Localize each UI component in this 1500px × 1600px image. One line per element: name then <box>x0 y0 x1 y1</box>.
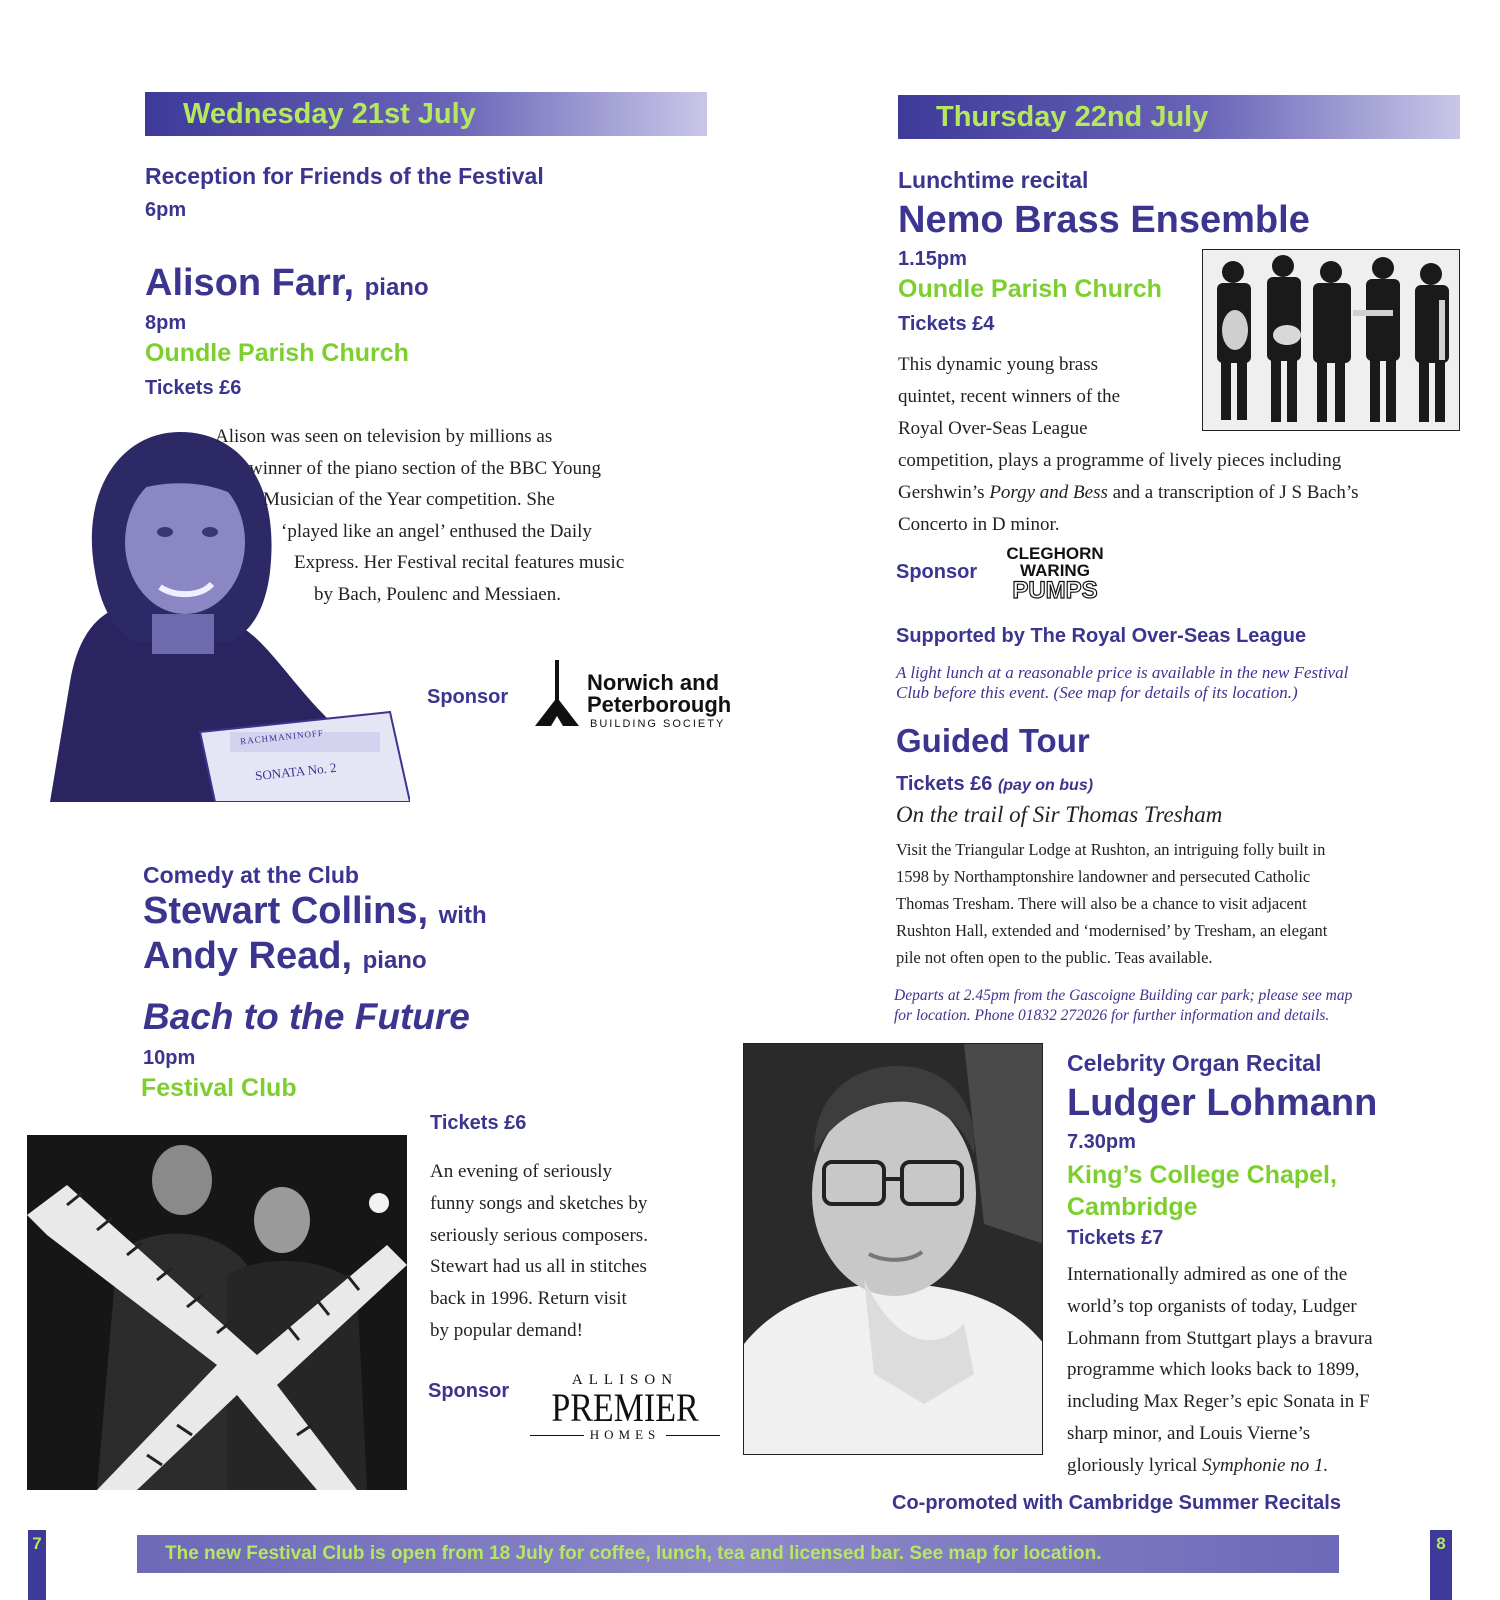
tour-departs <box>894 986 1352 1026</box>
tour-desc-line: Thomas Tresham. There will also be a chance to visit adjacent <box>896 894 1307 913</box>
reception-time: 6pm <box>145 199 187 221</box>
reception-title: Reception for Friends of the Festival <box>145 163 544 189</box>
farr-time: 8pm <box>145 312 187 334</box>
tour-desc-line: Visit the Triangular Lodge at Rushton, an intriguing folly built in <box>896 840 1326 859</box>
lohmann-desc-line: including Max Reger’s epic Sonata in F <box>1067 1391 1370 1413</box>
page-number-right <box>1430 1530 1452 1600</box>
tour-subtitle: On the trail of Sir Thomas Tresham <box>896 802 1223 827</box>
performer-name <box>145 262 429 305</box>
nemo-description-short <box>898 349 1120 445</box>
comedy-description <box>430 1156 648 1347</box>
spire-icon <box>533 660 581 728</box>
lyrical-text: gloriously lyrical <box>1067 1454 1203 1476</box>
tour-tickets: Tickets £6 <box>896 773 993 795</box>
date-banner-thursday <box>898 95 1460 139</box>
comedy-time: 10pm <box>143 1047 196 1069</box>
farr-desc-line: ‘played like an angel’ enthused the Daily <box>281 521 592 542</box>
farr-desc-line: Express. Her Festival recital features music <box>294 552 625 573</box>
lohmann-desc-line <box>1067 1450 1373 1482</box>
nemo-photo <box>1202 249 1460 431</box>
performer-role: piano <box>364 274 429 301</box>
porgy-title: Porgy and Bess <box>989 482 1108 503</box>
departs-line: Departs at 2.45pm from the Gascoigne Building car park; please see map <box>894 987 1353 1004</box>
nemo-description-long <box>898 445 1359 541</box>
comedy-desc-line: seriously serious composers. <box>430 1224 648 1246</box>
tour-tickets-note: (pay on bus) <box>997 777 1094 794</box>
comedy-sponsor-label: Sponsor <box>428 1380 510 1402</box>
logo-line1: Norwich and <box>587 670 720 695</box>
logo-allison: ALLISON <box>571 1372 679 1388</box>
departs-line: for location. Phone 01832 272026 for further information and details. <box>894 1007 1330 1024</box>
gershwin-text: Gershwin’s <box>898 482 990 503</box>
footer-banner-text: The new Festival Club is open from 18 July for coffee, lunch, tea and licensed bar. See map for location. <box>165 1543 1102 1564</box>
stewart-name: Stewart Collins, <box>143 890 429 932</box>
date-banner-wednesday <box>145 92 707 136</box>
lunch-note-line: A light lunch at a reasonable price is available in the new Festival <box>896 663 1349 682</box>
date-label: Thursday 22nd July <box>936 101 1209 133</box>
tour-tickets-line <box>896 773 1093 796</box>
score-line1: RACHMANINOFF <box>239 727 325 747</box>
venue-line2: Cambridge <box>1067 1193 1198 1221</box>
lohmann-time: 7.30pm <box>1067 1131 1136 1153</box>
lohmann-desc-line: sharp minor, and Louis Vierne’s <box>1067 1422 1311 1444</box>
lohmann-venue <box>1067 1159 1337 1223</box>
comedy-venue: Festival Club <box>141 1074 297 1102</box>
logo-rule-right <box>666 1435 720 1436</box>
performer-name-text: Alison Farr, <box>145 262 355 304</box>
nemo-desc-line: This dynamic young brass <box>898 354 1099 375</box>
nemo-name: Nemo Brass Ensemble <box>898 199 1310 241</box>
comedy-desc-line: Stewart had us all in stitches <box>430 1256 647 1278</box>
tour-desc-line: 1598 by Northamptonshire landowner and persecuted Catholic <box>896 867 1311 886</box>
tour-desc-line: pile not often open to the public. Teas available. <box>896 948 1213 967</box>
nemo-supported: Supported by The Royal Over-Seas League <box>896 625 1307 647</box>
nemo-desc-line: competition, plays a programme of lively pieces including <box>898 450 1342 471</box>
nemo-desc-line: Concerto in D minor. <box>898 514 1060 535</box>
venue-line1: King’s College Chapel, <box>1067 1161 1337 1189</box>
comedy-performer-line2 <box>143 935 427 978</box>
logo-premier: PREMIER <box>551 1385 699 1430</box>
show-title: Bach to the Future <box>143 996 470 1037</box>
nemo-time: 1.15pm <box>898 248 967 270</box>
farr-sponsor-label: Sponsor <box>427 686 509 708</box>
lohmann-desc-line: world’s top organists of today, Ludger <box>1067 1295 1357 1317</box>
andy-role: piano <box>362 947 427 974</box>
lohmann-kicker: Celebrity Organ Recital <box>1067 1050 1322 1076</box>
brass-quintet-image <box>1203 250 1460 431</box>
nemo-desc-line: quintet, recent winners of the <box>898 386 1121 407</box>
farr-desc-line: Musician of the Year competition. She <box>263 489 555 510</box>
logo-cleghorn: CLEGHORN <box>1006 544 1104 563</box>
nemo-desc-line: Royal Over-Seas League <box>898 418 1088 439</box>
tour-title: Guided Tour <box>896 722 1090 759</box>
tour-description <box>896 836 1327 971</box>
lohmann-desc-line: Lohmann from Stuttgart plays a bravura <box>1067 1327 1373 1349</box>
lohmann-desc-line: Internationally admired as one of the <box>1067 1264 1348 1285</box>
logo-rule-left <box>530 1435 584 1436</box>
score-line2: SONATA No. 2 <box>254 759 338 784</box>
comedy-performer-line1 <box>143 890 487 933</box>
comedy-desc-line: An evening of seriously <box>430 1161 613 1182</box>
logo-line2: Peterborough <box>587 692 732 717</box>
date-label: Wednesday 21st July <box>183 98 476 130</box>
comedy-photo <box>27 1135 407 1490</box>
organist-portrait-image <box>744 1044 1043 1455</box>
lohmann-name: Ludger Lohmann <box>1067 1082 1378 1124</box>
page-number-8: 8 <box>1436 1534 1446 1553</box>
page-number-7: 7 <box>32 1534 42 1553</box>
comedy-desc-line: by popular demand! <box>430 1319 584 1341</box>
farr-desc-line: winner of the piano section of the BBC Young <box>249 458 602 479</box>
symphonie-title: Symphonie no 1. <box>1202 1454 1329 1476</box>
logo-waring: WARING <box>1020 561 1090 580</box>
cleghorn-waring-pumps-logo <box>995 545 1115 603</box>
farr-tickets: Tickets £6 <box>145 377 242 399</box>
farr-venue: Oundle Parish Church <box>145 339 409 367</box>
nemo-kicker: Lunchtime recital <box>898 167 1089 193</box>
with-text: with <box>438 902 487 929</box>
lohmann-photo <box>743 1043 1043 1455</box>
lohmann-tickets: Tickets £7 <box>1067 1227 1164 1249</box>
lohmann-desc-line: programme which looks back to 1899, <box>1067 1359 1360 1381</box>
comedy-desc-line: funny songs and sketches by <box>430 1192 648 1214</box>
logo-line3: BUILDING SOCIETY <box>590 718 726 730</box>
copromoted-line: Co-promoted with Cambridge Summer Recitals <box>892 1492 1341 1514</box>
nemo-tickets: Tickets £4 <box>898 313 995 335</box>
page-number-left <box>28 1530 46 1600</box>
allison-premier-homes-logo <box>530 1372 720 1452</box>
logo-pumps: PUMPS <box>1012 577 1098 604</box>
nemo-sponsor-label: Sponsor <box>896 561 978 583</box>
footer-banner <box>137 1535 1339 1573</box>
bach-text: and a transcription of J S Bach’s <box>1107 482 1359 503</box>
comedy-kicker: Comedy at the Club <box>143 862 359 888</box>
andy-name: Andy Read, <box>143 935 353 977</box>
logo-homes-text: HOMES <box>589 1427 661 1442</box>
tour-desc-line: Rushton Hall, extended and ‘modernised’ by Tresham, an elegant <box>896 921 1328 940</box>
farr-desc-line: by Bach, Poulenc and Messiaen. <box>314 584 561 605</box>
comedy-desc-line: back in 1996. Return visit <box>430 1288 627 1310</box>
lohmann-description <box>1067 1259 1373 1482</box>
lunch-note-line: Club before this event. (See map for details of its location.) <box>896 683 1298 702</box>
norwich-peterborough-logo <box>533 658 748 728</box>
farr-desc-line: Alison was seen on television by millions as <box>215 426 553 447</box>
comedians-piano-scarf-image <box>27 1135 407 1490</box>
nemo-desc-line <box>898 477 1359 509</box>
comedy-tickets: Tickets £6 <box>430 1112 527 1134</box>
lunch-note <box>896 663 1348 703</box>
nemo-venue: Oundle Parish Church <box>898 275 1162 303</box>
